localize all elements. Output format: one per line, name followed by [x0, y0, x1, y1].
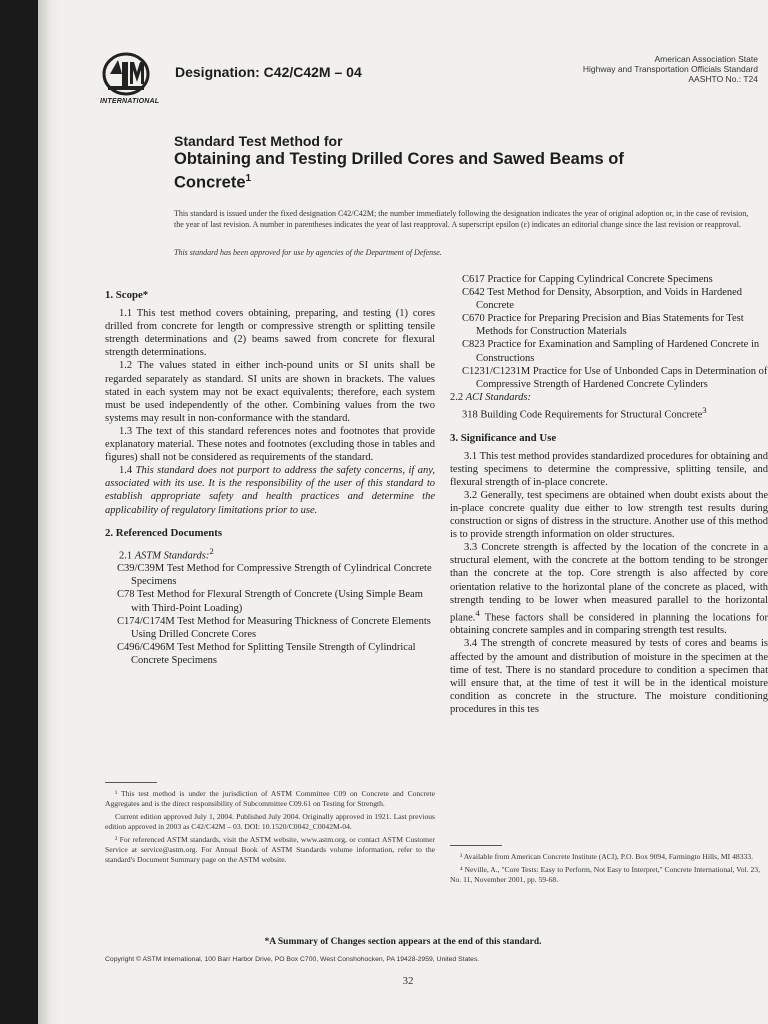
- title-line: Standard Test Method for: [174, 133, 343, 149]
- paragraph-3-2: 3.2 Generally, test specimens are obtained when doubt exists about the in-place concrete quality due either to low strength test results during construction or signs of distress in the structure. Another use of this method is to provide strength information on older structures.: [450, 489, 768, 541]
- footnote: ² For referenced ASTM standards, visit the ASTM website, www.astm.org, or contact ASTM Customer Service at service@astm.org. For Annual Book of ASTM Standards volume information, refer to the standard's Document Summary page on the ASTM website.: [105, 835, 435, 864]
- reference-item-aci: 318 Building Code Requirements for Structural Concrete$^3$: [462, 404, 707, 421]
- designation: Designation: C42/C42M – 04: [175, 64, 362, 80]
- page-binding-edge: [38, 0, 60, 1024]
- reference-item: C823 Practice for Examination and Sampling of Hardened Concrete in Constructions: [462, 339, 760, 364]
- title-line: Concrete$^1$: [174, 173, 252, 192]
- footnotes-right: [450, 852, 768, 888]
- aashto-line: AASHTO No.: T24: [688, 74, 758, 84]
- reference-item: C39/C39M Test Method for Compressive Strength of Cylindrical Concrete Specimens: [117, 563, 432, 588]
- aashto-note: [583, 54, 758, 84]
- reference-item: C78 Test Method for Flexural Strength of Concrete (Using Simple Beam with Third-Point Loading): [117, 589, 423, 614]
- document-page: [38, 0, 768, 1024]
- issued-note: This standard is issued under the fixed designation C42/C42M; the number immediately following the designation indicates the year of original adoption or, in the case of revision, the year of last revision. A number in parentheses indicates the year of last reapproval. A superscript epsilon (ε) indicates an editorial change since the last revision or reapproval.: [174, 209, 749, 229]
- subsection-2-2: 2.2 ACI Standards:: [450, 391, 531, 403]
- subsection-2-1: 2.1 ASTM Standards:$^2$: [119, 545, 214, 562]
- right-column: [450, 273, 768, 716]
- astm-logo: [100, 50, 170, 105]
- paragraph-1-3: 1.3 The text of this standard references notes and footnotes that provide explanatory material. These notes and footnotes (excluding those in tables and figures) shall not be considered as requirements of the standard.: [105, 425, 435, 464]
- footnote: ⁴ Neville, A., "Core Tests: Easy to Perform, Not Easy to Interpret," Concrete International, Vol. 23, No. 11, November 2001, pp. 59-68.: [450, 865, 760, 884]
- title-footnote-marker: 1: [245, 173, 252, 184]
- reference-item: C670 Practice for Preparing Precision and Bias Statements for Test Methods for Construction Materials: [462, 313, 744, 338]
- footnote: ¹ This test method is under the jurisdiction of ASTM Committee C09 on Concrete and Concrete Aggregates and is the direct responsibility of Subcommittee C09.61 on Testing for Strength.: [105, 789, 435, 808]
- page-number: 32: [402, 975, 414, 987]
- section-heading-scope: 1. Scope*: [105, 289, 149, 301]
- left-column: [105, 283, 435, 667]
- title-line: Obtaining and Testing Drilled Cores and Sawed Beams of: [174, 150, 624, 168]
- paragraph-1-4: 1.4 This standard does not purport to address the safety concerns, if any, associated with its use. It is the responsibility of the user of this standard to establish appropriate safety and health practices and determine the applicability of regulatory limitations prior to use.: [105, 465, 435, 516]
- footnote-rule: [105, 782, 157, 783]
- copyright: Copyright © ASTM International, 100 Barr Harbor Drive, PO Box C700, West Conshohocken, PA 19428-2959, United States.: [105, 956, 480, 963]
- astm-logo-icon: [100, 50, 152, 100]
- section-heading-references: 2. Referenced Documents: [105, 526, 223, 539]
- reference-item: C1231/C1231M Practice for Use of Unbonded Caps in Determination of Compressive Strength of Hardened Concrete Cylinders: [462, 365, 768, 390]
- summary-note: *A Summary of Changes section appears at the end of this standard.: [264, 937, 542, 947]
- reference-item: C617 Practice for Capping Cylindrical Concrete Specimens: [462, 274, 713, 285]
- reference-item: C642 Test Method for Density, Absorption, and Voids in Hardened Concrete: [462, 287, 743, 312]
- paragraph-3-1: 3.1 This test method provides standardized procedures for obtaining and testing specimens to determine the compressive, splitting tensile, and flexural strength of in-place concrete.: [450, 450, 768, 488]
- approved-note: This standard has been approved for use by agencies of the Department of Defense.: [174, 248, 442, 257]
- logo-text: INTERNATIONAL: [100, 98, 160, 105]
- footnote-rule: [450, 845, 502, 846]
- reference-item: C496/C496M Test Method for Splitting Tensile Strength of Cylindrical Concrete Specimens: [117, 641, 416, 666]
- paragraph-3-4: 3.4 The strength of concrete measured by tests of cores and beams is affected by the amount and distribution of moisture in the specimen at the time of test. There is no standard procedure to condition a specimen that will ensure that, at the time of test it will be in the identical moisture condition as concrete in the structure. The moisture conditioning procedures in this tes: [450, 638, 768, 715]
- aashto-line: Highway and Transportation Officials Standard: [582, 64, 758, 74]
- section-heading-significance: 3. Significance and Use: [450, 431, 557, 444]
- paragraph-1-1: 1.1 This test method covers obtaining, preparing, and testing (1) cores drilled from concrete for length or compressive strength or splitting tensile strength determinations and (2) beams sawed from concrete for flexural strength determinations.: [105, 308, 435, 359]
- aashto-line: American Association State: [654, 54, 758, 64]
- document-title: [174, 133, 624, 193]
- footnotes-left: [105, 782, 435, 868]
- reference-item: C174/C174M Test Method for Measuring Thickness of Concrete Elements Using Drilled Concrete Cores: [117, 615, 431, 640]
- paragraph-3-3: 3.3 Concrete strength is affected by the location of the concrete in a structural element, with the concrete at the bottom tending to be stronger than the concrete at the top. Core strength is also affected by core orientation relative to the horizontal plane of the concrete as placed, with strength tending to be lower when measured parallel to the horizontal plane.$^4$ These factors shall be considered in planning the locations for obtaining concrete samples and in comparing strength test results.: [450, 542, 768, 637]
- footnote: ³ Available from American Concrete Institute (ACI), P.O. Box 9094, Farmingto Hills, MI 48333.: [460, 852, 753, 861]
- paragraph-1-2: 1.2 The values stated in either inch-pound units or SI units shall be regarded separately as standard. SI units are shown in brackets. The values stated in each system may not be exact equivalents; therefore, each system must be used independently of the other. Combining values from the two systems may result in non-conformance with the standard.: [105, 360, 435, 424]
- footnote: Current edition approved July 1, 2004. Published July 2004. Originally approved in 1921. Last previous edition approved in 2003 as C42/C42M – 03. DOI: 10.1520/C0042_C0042M-04.: [105, 812, 435, 831]
